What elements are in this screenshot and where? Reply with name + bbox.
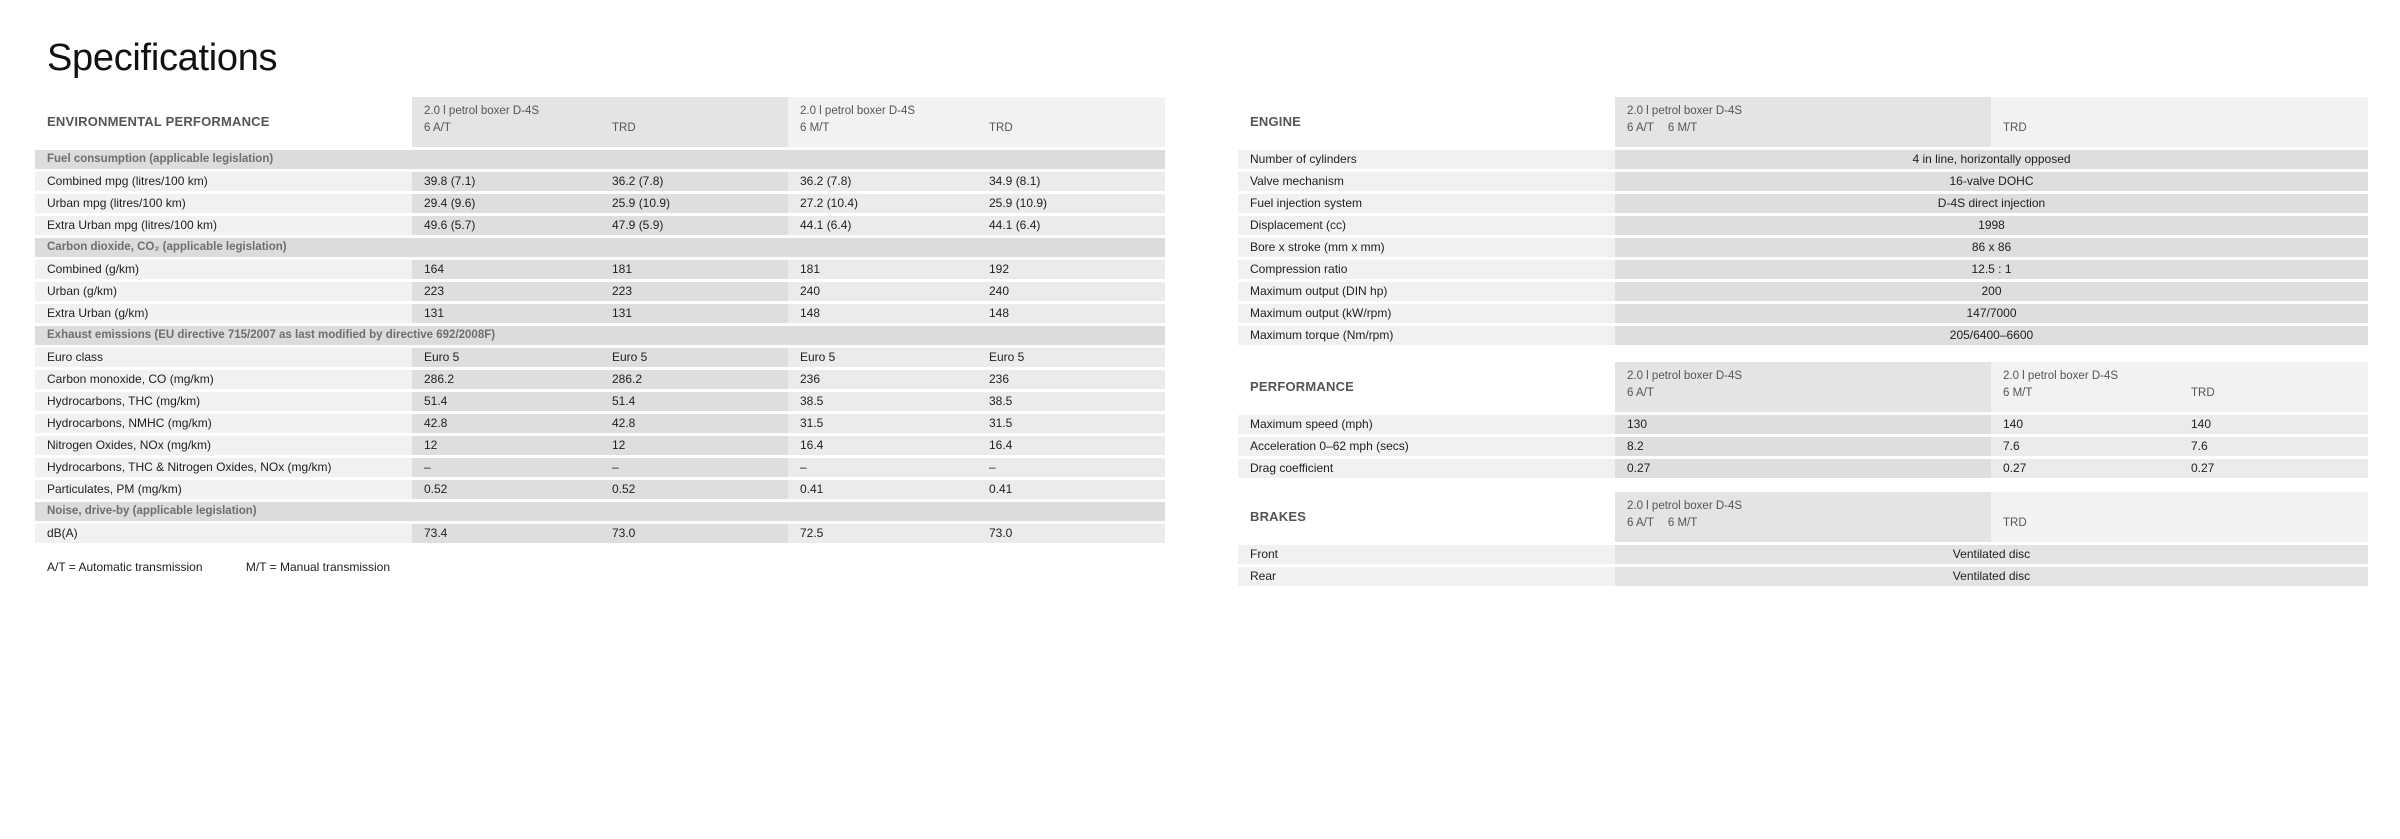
cell-value: 51.4 [412, 392, 600, 411]
table-row [35, 194, 1165, 213]
cell-value: 34.9 (8.1) [977, 172, 1165, 191]
table-row [35, 524, 1165, 543]
table-row [35, 282, 1165, 301]
row-label: Front [1238, 545, 1615, 564]
row-label: Combined (g/km) [35, 260, 412, 279]
table-row [1238, 437, 2368, 456]
performance-header-row [1238, 362, 2368, 412]
cell-value: Ventilated disc [1615, 545, 2368, 564]
cell-value: 205/6400–6600 [1615, 326, 2368, 345]
cell-value: 42.8 [600, 414, 788, 433]
column-header-transmission: 6 A/T [1627, 387, 1654, 399]
cell-value: 36.2 (7.8) [600, 172, 788, 191]
row-label: Maximum torque (Nm/rpm) [1238, 326, 1615, 345]
column-header-transmission: 6 A/T [424, 122, 451, 134]
cell-value: 131 [600, 304, 788, 323]
table-row [1238, 304, 2368, 323]
column-header-transmission [1627, 120, 1979, 136]
cell-value: 240 [788, 282, 977, 301]
cell-value: 192 [977, 260, 1165, 279]
transmission-at: 6 A/T [1627, 122, 1654, 134]
table-row [35, 216, 1165, 235]
column-header [600, 97, 788, 147]
legend-automatic: A/T = Automatic transmission [47, 560, 203, 574]
cell-value: 1998 [1615, 216, 2368, 235]
column-header [788, 97, 977, 147]
cell-value: – [412, 458, 600, 477]
cell-value: 0.41 [788, 480, 977, 499]
column-header-trd: TRD [989, 122, 1013, 134]
table-row [1238, 326, 2368, 345]
cell-value: 86 x 86 [1615, 238, 2368, 257]
column-header [412, 97, 600, 147]
column-header-trd: TRD [612, 122, 636, 134]
row-label: Rear [1238, 567, 1615, 586]
category-row [35, 238, 1165, 257]
column-header [2179, 362, 2368, 412]
cell-value: 36.2 (7.8) [788, 172, 977, 191]
cell-value: 31.5 [788, 414, 977, 433]
engine-header-row [1238, 97, 2368, 147]
cell-value: 51.4 [600, 392, 788, 411]
row-label: Number of cylinders [1238, 150, 1615, 169]
row-label: Hydrocarbons, THC & Nitrogen Oxides, NOx (mg/km) [35, 458, 412, 477]
column-header-trd: TRD [2003, 517, 2027, 529]
row-label: Carbon monoxide, CO (mg/km) [35, 370, 412, 389]
table-row [35, 392, 1165, 411]
column-header-transmission: 6 M/T [800, 122, 830, 134]
cell-value: 0.52 [412, 480, 600, 499]
table-row [35, 260, 1165, 279]
cell-value: 130 [1615, 415, 1991, 434]
environmental-performance-table [35, 94, 1165, 546]
performance-table [1238, 359, 2368, 481]
cell-value: 147/7000 [1615, 304, 2368, 323]
cell-value: 38.5 [977, 392, 1165, 411]
table-row [1238, 567, 2368, 586]
cell-value: 200 [1615, 282, 2368, 301]
legend-manual: M/T = Manual transmission [245, 560, 391, 574]
cell-value: 286.2 [412, 370, 600, 389]
cell-value: 236 [977, 370, 1165, 389]
row-label: Urban mpg (litres/100 km) [35, 194, 412, 213]
section-title-engine: ENGINE [1238, 97, 1615, 147]
column-header-engine: 2.0 l petrol boxer D-4S [2003, 370, 2119, 382]
table-row [1238, 172, 2368, 191]
cell-value: 73.0 [600, 524, 788, 543]
table-row [35, 172, 1165, 191]
table-row [35, 458, 1165, 477]
environmental-header-row [35, 97, 1165, 147]
cell-value: 25.9 (10.9) [600, 194, 788, 213]
cell-value: Euro 5 [412, 348, 600, 367]
row-label: Combined mpg (litres/100 km) [35, 172, 412, 191]
cell-value: 148 [977, 304, 1165, 323]
cell-value: 73.4 [412, 524, 600, 543]
cell-value: 140 [1991, 415, 2179, 434]
column-header [1991, 97, 2368, 147]
cell-value: 38.5 [788, 392, 977, 411]
column-header [1615, 97, 1991, 147]
column-header-engine: 2.0 l petrol boxer D-4S [1627, 500, 1743, 512]
column-header [977, 97, 1165, 147]
row-label: dB(A) [35, 524, 412, 543]
row-label: Extra Urban (g/km) [35, 304, 412, 323]
cell-value: 240 [977, 282, 1165, 301]
cell-value: 27.2 (10.4) [788, 194, 977, 213]
cell-value: 140 [2179, 415, 2368, 434]
table-row [35, 348, 1165, 367]
cell-value: 0.27 [2179, 459, 2368, 478]
cell-value: 44.1 (6.4) [788, 216, 977, 235]
table-row [1238, 150, 2368, 169]
row-label: Acceleration 0–62 mph (secs) [1238, 437, 1615, 456]
column-header-engine: 2.0 l petrol boxer D-4S [424, 105, 540, 117]
page-title: Specifications [47, 37, 278, 79]
cell-value: – [977, 458, 1165, 477]
table-row [1238, 260, 2368, 279]
table-row [1238, 545, 2368, 564]
table-row [1238, 459, 2368, 478]
category-row [35, 150, 1165, 169]
cell-value: 44.1 (6.4) [977, 216, 1165, 235]
row-label: Compression ratio [1238, 260, 1615, 279]
column-header-engine: 2.0 l petrol boxer D-4S [1627, 105, 1743, 117]
transmission-mt: 6 M/T [1667, 517, 1698, 529]
brakes-table [1238, 489, 2368, 589]
cell-value: Euro 5 [788, 348, 977, 367]
table-row [1238, 194, 2368, 213]
cell-value: 181 [788, 260, 977, 279]
cell-value: 0.27 [1991, 459, 2179, 478]
column-header-trd: TRD [2191, 387, 2215, 399]
section-title-brakes: BRAKES [1238, 492, 1615, 542]
cell-value: D-4S direct injection [1615, 194, 2368, 213]
table-row [1238, 282, 2368, 301]
row-label: Extra Urban mpg (litres/100 km) [35, 216, 412, 235]
category-row [35, 326, 1165, 345]
column-header-engine: 2.0 l petrol boxer D-4S [1627, 370, 1743, 382]
transmission-at: 6 A/T [1627, 517, 1654, 529]
cell-value: 73.0 [977, 524, 1165, 543]
column-header-engine: 2.0 l petrol boxer D-4S [800, 105, 916, 117]
cell-value: 12 [412, 436, 600, 455]
cell-value: – [600, 458, 788, 477]
cell-value: – [788, 458, 977, 477]
cell-value: 0.52 [600, 480, 788, 499]
row-label: Particulates, PM (mg/km) [35, 480, 412, 499]
cell-value: 8.2 [1615, 437, 1991, 456]
cell-value: 164 [412, 260, 600, 279]
category-title: Carbon dioxide, CO₂ (applicable legislation) [35, 238, 1165, 257]
row-label: Nitrogen Oxides, NOx (mg/km) [35, 436, 412, 455]
cell-value: Ventilated disc [1615, 567, 2368, 586]
cell-value: 148 [788, 304, 977, 323]
cell-value: 286.2 [600, 370, 788, 389]
cell-value: 0.41 [977, 480, 1165, 499]
column-header-transmission [1627, 515, 1979, 531]
cell-value: 42.8 [412, 414, 600, 433]
row-label: Fuel injection system [1238, 194, 1615, 213]
cell-value: Euro 5 [977, 348, 1165, 367]
cell-value: 16.4 [977, 436, 1165, 455]
cell-value: 7.6 [1991, 437, 2179, 456]
cell-value: 4 in line, horizontally opposed [1615, 150, 2368, 169]
table-row [35, 304, 1165, 323]
cell-value: 25.9 (10.9) [977, 194, 1165, 213]
table-row [35, 480, 1165, 499]
cell-value: 39.8 (7.1) [412, 172, 600, 191]
brakes-header-row [1238, 492, 2368, 542]
row-label: Maximum output (kW/rpm) [1238, 304, 1615, 323]
table-row [1238, 238, 2368, 257]
column-header-trd: TRD [2003, 122, 2027, 134]
table-row [35, 414, 1165, 433]
cell-value: 7.6 [2179, 437, 2368, 456]
cell-value: 223 [412, 282, 600, 301]
cell-value: 12 [600, 436, 788, 455]
category-title: Fuel consumption (applicable legislation) [35, 150, 1165, 169]
transmission-legend [47, 560, 430, 574]
engine-table [1238, 94, 2368, 348]
row-label: Maximum speed (mph) [1238, 415, 1615, 434]
cell-value: 12.5 : 1 [1615, 260, 2368, 279]
cell-value: 236 [788, 370, 977, 389]
row-label: Euro class [35, 348, 412, 367]
row-label: Drag coefficient [1238, 459, 1615, 478]
category-row [35, 502, 1165, 521]
column-header-transmission: 6 M/T [2003, 387, 2033, 399]
category-title: Exhaust emissions (EU directive 715/2007 as last modified by directive 692/2008F) [35, 326, 1165, 345]
cell-value: 49.6 (5.7) [412, 216, 600, 235]
row-label: Urban (g/km) [35, 282, 412, 301]
cell-value: Euro 5 [600, 348, 788, 367]
cell-value: 29.4 (9.6) [412, 194, 600, 213]
transmission-mt: 6 M/T [1667, 122, 1698, 134]
row-label: Displacement (cc) [1238, 216, 1615, 235]
cell-value: 16.4 [788, 436, 977, 455]
cell-value: 131 [412, 304, 600, 323]
section-title-environmental: ENVIRONMENTAL PERFORMANCE [35, 97, 412, 147]
cell-value: 47.9 (5.9) [600, 216, 788, 235]
row-label: Hydrocarbons, THC (mg/km) [35, 392, 412, 411]
column-header [1615, 362, 1991, 412]
column-header [1991, 362, 2179, 412]
cell-value: 31.5 [977, 414, 1165, 433]
cell-value: 16-valve DOHC [1615, 172, 2368, 191]
table-row [1238, 415, 2368, 434]
cell-value: 181 [600, 260, 788, 279]
row-label: Hydrocarbons, NMHC (mg/km) [35, 414, 412, 433]
cell-value: 72.5 [788, 524, 977, 543]
row-label: Maximum output (DIN hp) [1238, 282, 1615, 301]
column-header [1991, 492, 2368, 542]
table-row [35, 436, 1165, 455]
column-header [1615, 492, 1991, 542]
table-row [35, 370, 1165, 389]
section-title-performance: PERFORMANCE [1238, 362, 1615, 412]
cell-value: 223 [600, 282, 788, 301]
cell-value: 0.27 [1615, 459, 1991, 478]
row-label: Valve mechanism [1238, 172, 1615, 191]
row-label: Bore x stroke (mm x mm) [1238, 238, 1615, 257]
table-row [1238, 216, 2368, 235]
category-title: Noise, drive-by (applicable legislation) [35, 502, 1165, 521]
